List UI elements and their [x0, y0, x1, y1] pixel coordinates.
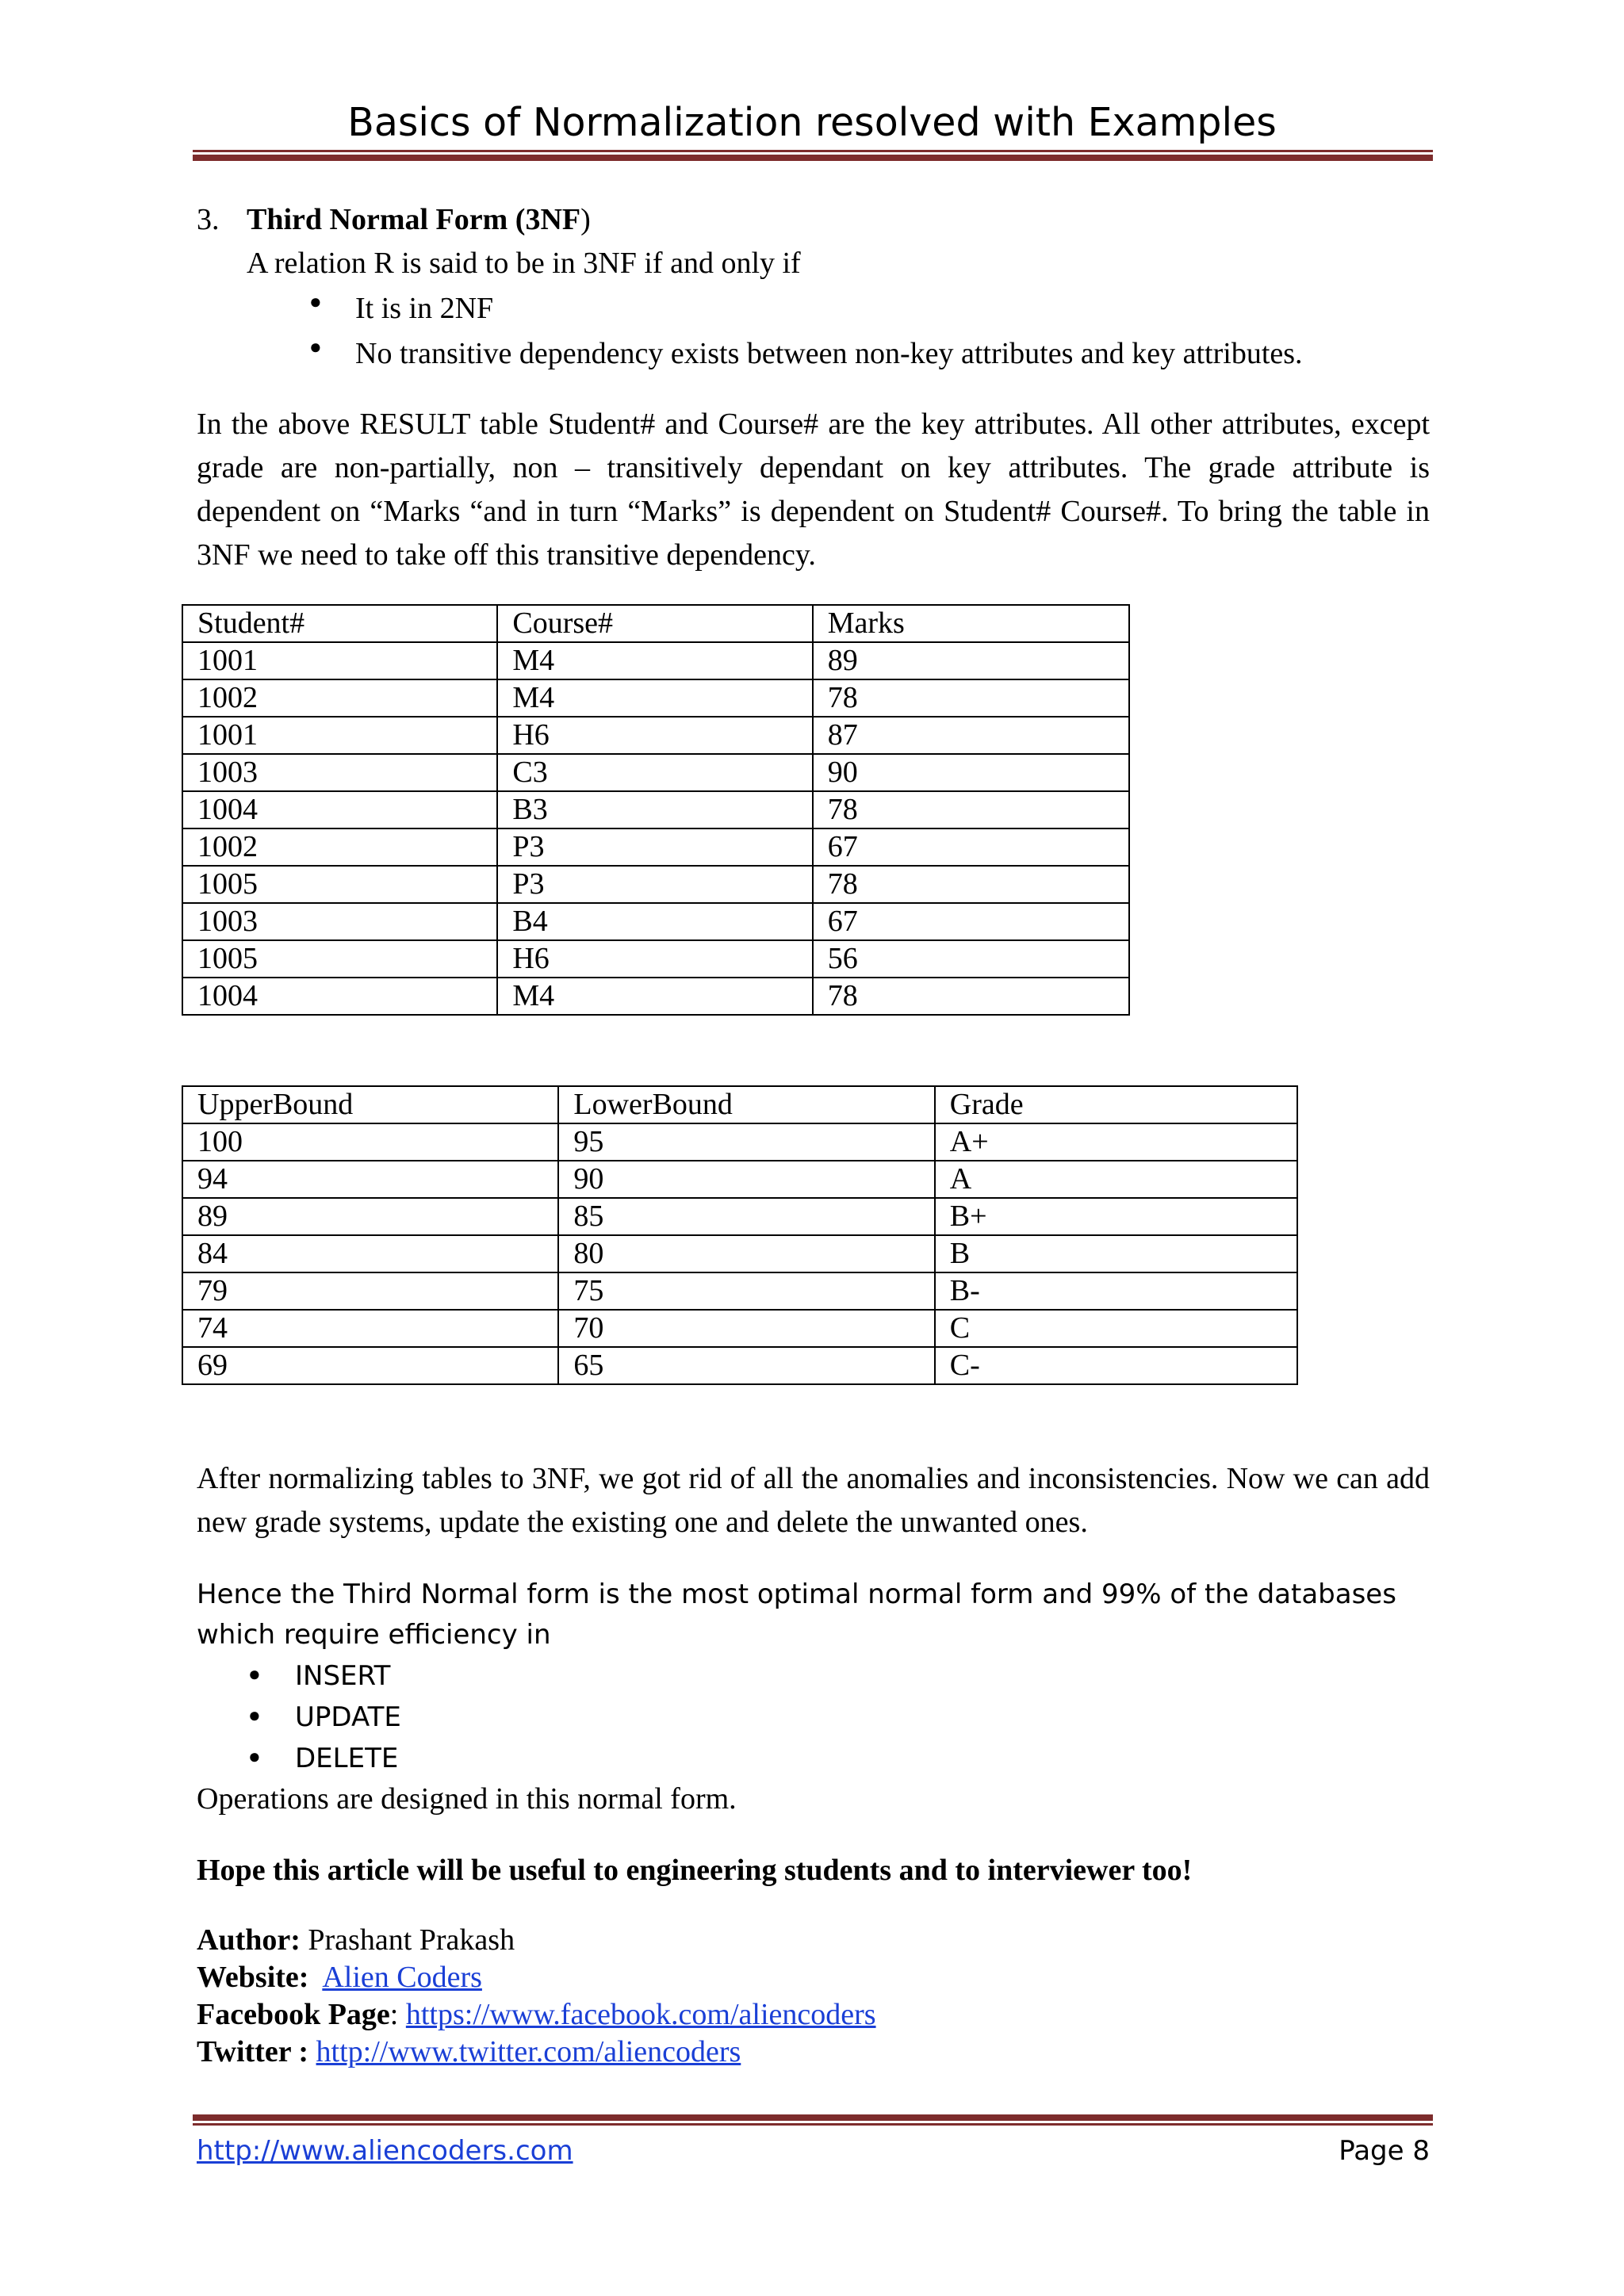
table-cell: B3	[497, 791, 812, 828]
table-row	[182, 1123, 1297, 1161]
table-header-cell: Grade	[935, 1086, 1297, 1123]
section-title	[247, 198, 591, 241]
operations-text: Operations are designed in this normal form.	[197, 1782, 737, 1816]
condition-item: No transitive dependency exists between non-key attributes and key attributes.	[355, 337, 1303, 370]
table-row	[182, 940, 1129, 978]
facebook-line	[197, 1993, 876, 2036]
marks-table	[182, 604, 1130, 1016]
table-cell: 78	[813, 791, 1129, 828]
table-cell: 67	[813, 903, 1129, 940]
table-cell: 85	[558, 1198, 934, 1235]
table-cell: 1001	[182, 717, 497, 754]
table-row	[182, 903, 1129, 940]
table-cell: P3	[497, 828, 812, 866]
table-row	[182, 1161, 1297, 1198]
table-cell: 56	[813, 940, 1129, 978]
table-cell: 75	[558, 1272, 934, 1310]
table-cell: 80	[558, 1235, 934, 1272]
section-intro: A relation R is said to be in 3NF if and only if	[247, 247, 801, 280]
table-cell: 1002	[182, 828, 497, 866]
table-cell: 95	[558, 1123, 934, 1161]
table-header-cell: Course#	[497, 605, 812, 642]
table-cell: 89	[182, 1198, 558, 1235]
section-number: 3.	[197, 203, 220, 236]
table-row	[182, 754, 1129, 791]
table-cell: C3	[497, 754, 812, 791]
section-title-bold: Third Normal Form (3NF	[247, 203, 581, 236]
table-cell: 78	[813, 978, 1129, 1015]
table-cell: C	[935, 1310, 1297, 1347]
author-line	[197, 1919, 515, 1961]
table-row	[182, 1310, 1297, 1347]
bullet-icon: ●	[309, 335, 322, 358]
section-title-tail: )	[580, 203, 591, 236]
after-paragraph: After normalizing tables to 3NF, we got rid of all the anomalies and inconsistencies. Now we can add new grade systems, update the existing one and delete the unwanted ones.	[197, 1462, 1430, 1539]
table-cell: 94	[182, 1161, 558, 1198]
table-row	[182, 717, 1129, 754]
closing-statement: Hope this article will be useful to engineering students and to interviewer too!	[197, 1854, 1193, 1887]
bullet-icon: ●	[248, 1745, 261, 1768]
table-cell: M4	[497, 978, 812, 1015]
table-header-cell: Marks	[813, 605, 1129, 642]
table-row	[182, 866, 1129, 903]
table-cell: 67	[813, 828, 1129, 866]
table-row	[182, 791, 1129, 828]
footer-url-link[interactable]: http://www.aliencoders.com	[197, 2135, 573, 2167]
header-rule-bottom	[193, 155, 1433, 161]
table-cell: 1004	[182, 791, 497, 828]
table-cell: B4	[497, 903, 812, 940]
table-cell: 1004	[182, 978, 497, 1015]
table-cell: 65	[558, 1347, 934, 1384]
table-row	[182, 1235, 1297, 1272]
table-cell: 70	[558, 1310, 934, 1347]
facebook-sep: :	[389, 1998, 406, 2031]
table-header-cell: Student#	[182, 605, 497, 642]
bullet-icon: ●	[248, 1663, 261, 1686]
condition-item: It is in 2NF	[355, 292, 494, 325]
twitter-link[interactable]: http://www.twitter.com/aliencoders	[316, 2035, 741, 2068]
table-cell: 78	[813, 679, 1129, 717]
page-header-title: Basics of Normalization resolved with Examples	[347, 100, 1277, 145]
table-cell: 1005	[182, 866, 497, 903]
table-cell: B-	[935, 1272, 1297, 1310]
table-row	[182, 1272, 1297, 1310]
table-cell: 1005	[182, 940, 497, 978]
table-cell: 1002	[182, 679, 497, 717]
table-cell: H6	[497, 717, 812, 754]
table-cell: 89	[813, 642, 1129, 679]
author-label: Author:	[197, 1923, 301, 1957]
table-cell: M4	[497, 642, 812, 679]
table-cell: 74	[182, 1310, 558, 1347]
twitter-label: Twitter :	[197, 2035, 316, 2068]
table-row	[182, 679, 1129, 717]
operation-item: INSERT	[295, 1660, 391, 1692]
facebook-link[interactable]: https://www.facebook.com/aliencoders	[405, 1998, 876, 2031]
table-header-cell: LowerBound	[558, 1086, 934, 1123]
table-row	[182, 1347, 1297, 1384]
bullet-icon: ●	[248, 1704, 261, 1727]
facebook-label: Facebook Page	[197, 1998, 390, 2031]
table-cell: 1001	[182, 642, 497, 679]
table-cell: 1003	[182, 903, 497, 940]
explanation-paragraph: In the above RESULT table Student# and Course# are the key attributes. All other attributes, except grade are non-partially, non – transitively dependant on key attributes. The grade attribute is dependent on “Marks “and in turn “Marks” is dependent on Student# Course#. To bring the table in 3NF we need to take off this transitive dependency.	[197, 408, 1430, 572]
footer-rule-top	[193, 2114, 1433, 2121]
table-cell: 69	[182, 1347, 558, 1384]
table-cell: B+	[935, 1198, 1297, 1235]
footer-rule-bottom	[193, 2123, 1433, 2126]
author-value: Prashant Prakash	[300, 1923, 515, 1957]
header-rule-top	[193, 150, 1433, 152]
bullet-icon: ●	[309, 290, 322, 313]
table-header-row	[182, 1086, 1297, 1123]
table-cell: P3	[497, 866, 812, 903]
hence-line-2: which require efficiency in	[197, 1619, 551, 1651]
website-line	[197, 1956, 482, 1999]
page-number: Page 8	[1339, 2135, 1430, 2167]
hence-line-1: Hence the Third Normal form is the most optimal normal form and 99% of the databases	[197, 1578, 1396, 1610]
table-cell: M4	[497, 679, 812, 717]
table-row	[182, 642, 1129, 679]
table-cell: 84	[182, 1235, 558, 1272]
table-cell: A+	[935, 1123, 1297, 1161]
operation-item: DELETE	[295, 1743, 399, 1774]
table-cell: 100	[182, 1123, 558, 1161]
table-header-cell: UpperBound	[182, 1086, 558, 1123]
table-cell: H6	[497, 940, 812, 978]
grade-table	[182, 1085, 1298, 1385]
website-link[interactable]: Alien Coders	[322, 1961, 482, 1994]
table-cell: 87	[813, 717, 1129, 754]
operation-item: UPDATE	[295, 1701, 401, 1733]
table-cell: 79	[182, 1272, 558, 1310]
twitter-line	[197, 2030, 741, 2073]
table-row	[182, 978, 1129, 1015]
table-cell: A	[935, 1161, 1297, 1198]
table-cell: 90	[558, 1161, 934, 1198]
table-cell: 90	[813, 754, 1129, 791]
table-cell: 78	[813, 866, 1129, 903]
table-header-row	[182, 605, 1129, 642]
table-cell: B	[935, 1235, 1297, 1272]
website-label: Website:	[197, 1961, 316, 1994]
table-cell: C-	[935, 1347, 1297, 1384]
table-cell: 1003	[182, 754, 497, 791]
table-row	[182, 1198, 1297, 1235]
table-row	[182, 828, 1129, 866]
